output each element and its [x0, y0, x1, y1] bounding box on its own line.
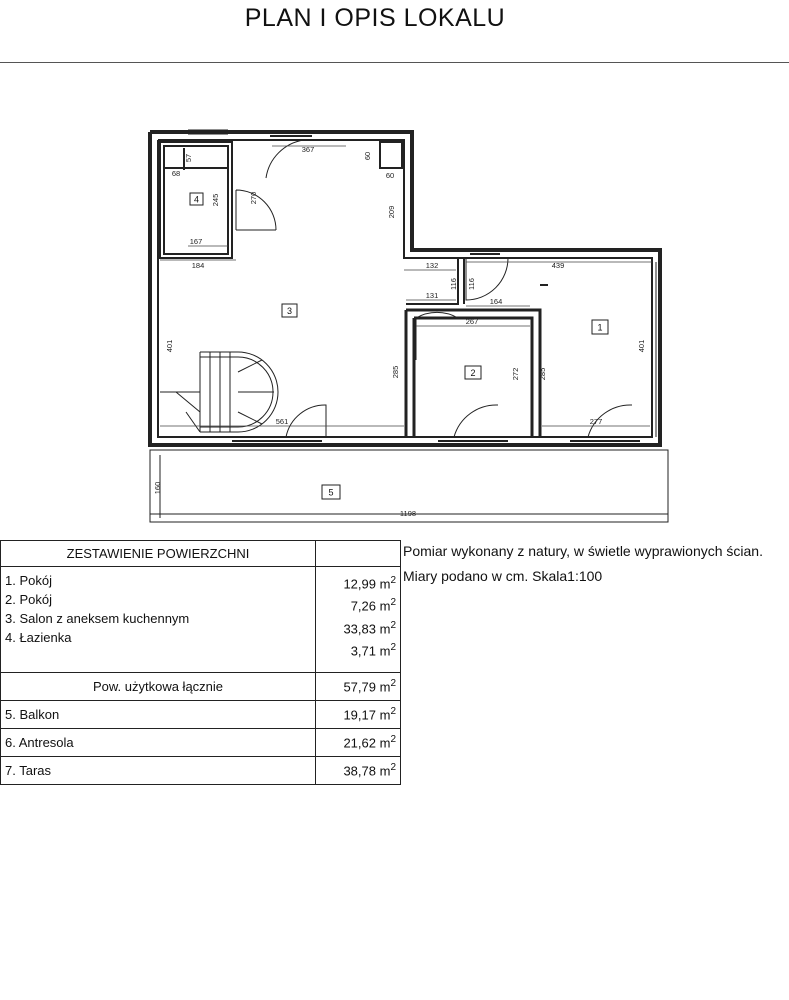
room-2-label: 2 — [470, 368, 476, 378]
dim-209: 209 — [387, 205, 396, 219]
room-area: 33,83 m — [343, 620, 391, 636]
dim-561: 561 — [275, 417, 289, 426]
dim-116b: 116 — [467, 278, 476, 290]
room-4-label: 4 — [193, 194, 200, 205]
extra-name: 6. Antresola — [1, 729, 316, 757]
total-value: 57,79 $m^2$ — [316, 673, 401, 701]
dim-285a: 285 — [391, 365, 400, 379]
room-name: 2. Pokój — [5, 592, 52, 607]
extra-area: 38,78 m — [343, 763, 391, 779]
dim-167: 167 — [189, 237, 203, 246]
dim-367: 367 — [301, 145, 315, 154]
dim-439: 439 — [551, 261, 565, 270]
page-title: PLAN I OPIS LOKALU — [244, 4, 506, 32]
total-label: Pow. użytkowa łącznie — [1, 673, 316, 701]
door-swings — [236, 140, 632, 437]
extra-name: 5. Balkon — [1, 701, 316, 729]
scale-note: Miary podano w cm. Skala1:100 — [403, 568, 603, 584]
room-name: 4. Łazienka — [5, 630, 72, 645]
room-values: 12,99 $m^2$ 7,26 $m^2$ 33,83 $m^2$ 3,71 $m^2$ — [316, 567, 401, 673]
room-1-label: 1 — [597, 322, 603, 333]
dim-57: 57 — [184, 153, 193, 163]
dim-131: 131 — [425, 291, 439, 300]
table-header: ZESTAWIENIE POWIERZCHNI — [1, 541, 316, 567]
dim-184: 184 — [191, 261, 205, 270]
dim-1198: 1198 — [399, 509, 417, 518]
room-list — [1, 567, 316, 673]
spiral-stair — [160, 352, 278, 432]
dim-60b: 60 — [385, 171, 395, 180]
dim-285b: 285 — [538, 367, 547, 381]
dim-270: 270 — [249, 191, 258, 205]
extra-area: 21,62 m — [343, 735, 391, 751]
extra-area: 19,17 m — [343, 707, 391, 723]
dim-116a: 116 — [449, 278, 458, 290]
room-area: 7,26 m — [350, 598, 391, 614]
dim-272: 272 — [511, 367, 520, 381]
room-3-label: 3 — [286, 306, 293, 316]
room-area: 3,71 m — [350, 643, 391, 659]
dim-132: 132 — [425, 261, 439, 270]
extra-name: 7. Taras — [1, 757, 316, 785]
area-summary-table: ZESTAWIENIE POWIERZCHNI 1. Pokój 2. Pokój 3. Salon z aneksem kuchennym 4. Łazienka 12,99 $m^2$ 7,26 $m^2$ 33,83 $m^2$ 3,71 $m^2$ Pow. użytkowa łącznie 57,79 $m^2$ 5. Balkon 19,17 $m^2$ 6. Antresola 21,62 $m^2$ 7. Taras 38,78 $m^2$ — [0, 540, 401, 785]
dim-401b: 401 — [637, 339, 646, 353]
dim-164: 164 — [489, 297, 503, 306]
measurement-note: Pomiar wykonany z natury, w świetle wyprawionych ścian. — [403, 543, 763, 559]
room-name: 3. Salon z aneksem kuchennym — [5, 611, 190, 626]
dim-60a: 60 — [363, 151, 372, 161]
dim-245: 245 — [211, 193, 220, 207]
dim-68: 68 — [171, 169, 181, 178]
room-area: 12,99 m — [343, 576, 391, 592]
room-name: 1. Pokój — [5, 573, 52, 588]
dim-160: 160 — [153, 481, 162, 495]
dim-267: 267 — [465, 317, 479, 326]
room-5-label: 5 — [328, 487, 334, 498]
dim-401a: 401 — [165, 339, 174, 353]
dim-277: 277 — [589, 417, 603, 426]
